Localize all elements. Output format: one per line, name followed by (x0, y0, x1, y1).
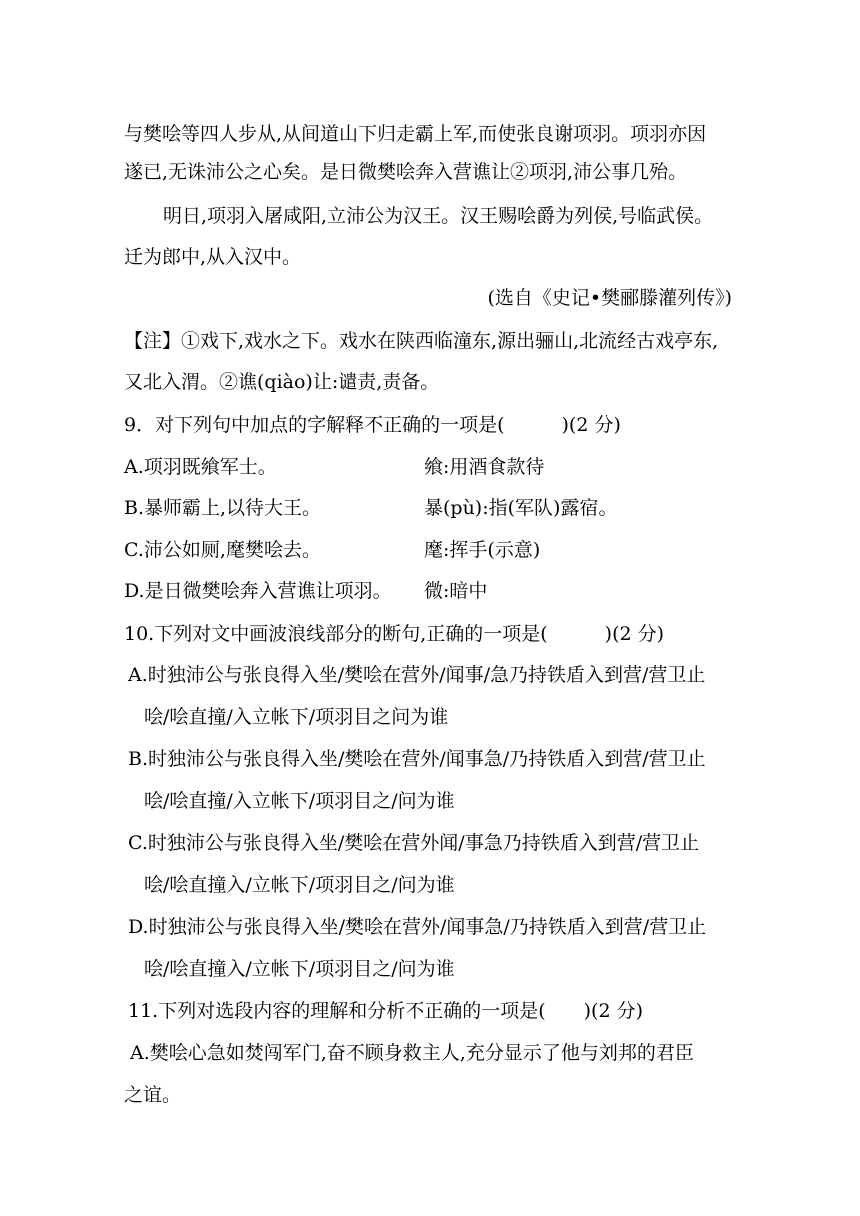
passage-line: 迁为郎中,从入汉中。 (124, 246, 302, 268)
q10-option-a-line2: 哙/哙直撞/入立帐下/项羽目之问为谁 (144, 706, 449, 728)
q9-option-d-gloss: 微:暗中 (424, 580, 488, 602)
question-11-stem: 11.下列对选段内容的理解和分析不正确的一项是( )(2 分) (128, 1000, 643, 1022)
q9-option-d: D.是日微樊哙奔入营谯让项羽。 (124, 580, 392, 602)
question-9-stem: 9．对下列句中加点的字解释不正确的一项是( )(2 分) (124, 414, 621, 436)
notes-line: 【注】①戏下,戏水之下。戏水在陕西临潼东,源出骊山,北流经古戏亭东, (124, 330, 719, 352)
source-citation: (选自《史记•樊郦滕灌列传》) (487, 287, 732, 309)
q9-option-b-gloss: 暴(pù):指(军队)露宿。 (424, 497, 618, 519)
question-10-stem: 10.下列对文中画波浪线部分的断句,正确的一项是( )(2 分) (124, 623, 665, 645)
q10-option-b-line2: 哙/哙直撞/入立帐下/项羽目之/问为谁 (144, 790, 455, 812)
q9-option-c-gloss: 麾:挥手(示意) (424, 539, 541, 561)
passage-line: 明日,项羽入屠咸阳,立沛公为汉王。汉王赐哙爵为列侯,号临武侯。 (163, 205, 714, 227)
q10-option-b-line1: B.时独沛公与张良得入坐/樊哙在营外/闻事急/乃持铁盾入到营/营卫止 (128, 748, 706, 770)
q9-option-c: C.沛公如厕,麾樊哙去。 (124, 539, 321, 561)
passage-line: 遂已,无诛沛公之心矣。是日微樊哙奔入营谯让②项羽,沛公事几殆。 (124, 161, 688, 183)
q10-option-c-line2: 哙/哙直撞入/立帐下/项羽目之/问为谁 (144, 874, 455, 896)
q9-option-b: B.暴师霸上,以待大王。 (124, 497, 322, 519)
q9-option-a-gloss: 飨:用酒食款待 (424, 456, 545, 478)
q10-option-d-line1: D.时独沛公与张良得入坐/樊哙在营外/闻事急/乃持铁盾入到营/营卫止 (128, 916, 707, 938)
passage-line: 与樊哙等四人步从,从间道山下归走霸上军,而使张良谢项羽。项羽亦因 (124, 123, 707, 145)
q10-option-c-line1: C.时独沛公与张良得入坐/樊哙在营外闻/事急乃持铁盾入到营/营卫止 (128, 832, 700, 854)
notes-line: 又北入渭。②谯(qiào)让:谴责,责备。 (124, 371, 440, 393)
q10-option-d-line2: 哙/哙直撞入/立帐下/项羽目之/问为谁 (144, 958, 455, 980)
q11-option-a-line1: A.樊哙心急如焚闯军门,奋不顾身救主人,充分显示了他与刘邦的君臣 (130, 1042, 694, 1064)
q9-option-a: A.项羽既飨军士。 (124, 456, 277, 478)
q11-option-a-line2: 之谊。 (124, 1084, 182, 1106)
q10-option-a-line1: A.时独沛公与张良得入坐/樊哙在营外/闻事/急乃持铁盾入到营/营卫止 (128, 664, 706, 686)
